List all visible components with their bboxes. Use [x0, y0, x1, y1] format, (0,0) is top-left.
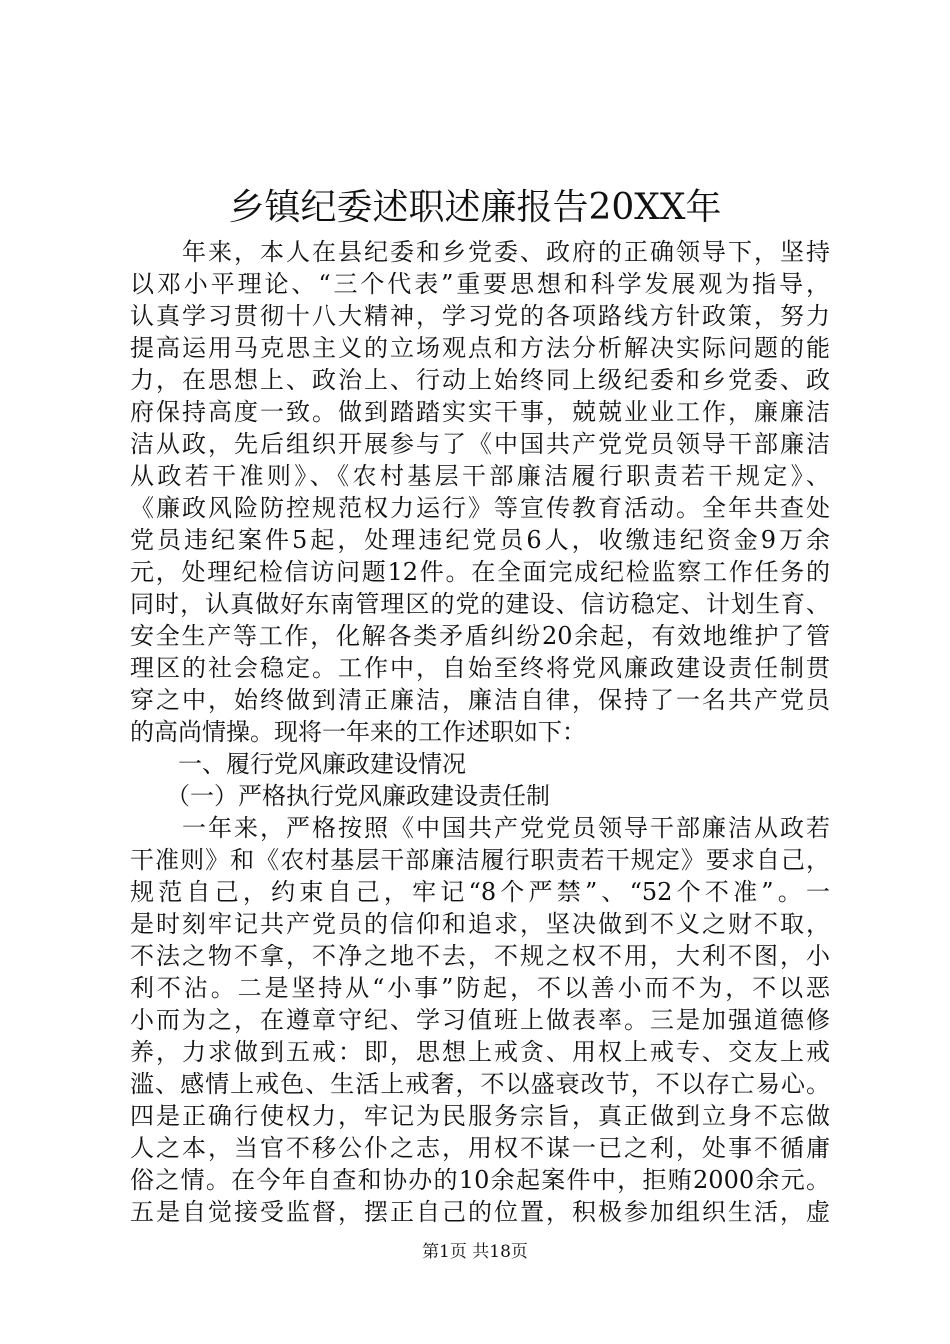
body-line: 的高尚情操。现将一年来的工作述职如下： — [130, 718, 586, 746]
body-line: 滥、感情上戒色、生活上戒奢，不以盛衰改节，不以存亡易心。 — [130, 1070, 830, 1098]
body-line: 从政若干准则》、《农村基层干部廉洁履行职责若干规定》、 — [130, 462, 830, 490]
body-line: 规范自己，约束自己，牢记“8个严禁”、“52个不准”。一 — [130, 878, 830, 906]
body-line: 五是自觉接受监督，摆正自己的位置，积极参加组织生活，虚 — [130, 1198, 830, 1226]
body-line: 穿之中，始终做到清正廉洁，廉洁自律，保持了一名共产党员 — [130, 686, 830, 714]
page-footer: 第1页 共18页 — [422, 1242, 528, 1262]
body-line: 利不沾。二是坚持从“小事”防起，不以善小而不为，不以恶 — [130, 974, 830, 1002]
body-line: 小而为之，在遵章守纪、学习值班上做表率。三是加强道德修 — [130, 1006, 830, 1034]
body-line: 府保持高度一致。做到踏踏实实干事，兢兢业业工作，廉廉洁 — [130, 398, 830, 426]
subsection-heading: （一）严格执行党风廉政建设责任制 — [130, 782, 550, 810]
document-body — [130, 236, 830, 1228]
body-line: 同时，认真做好东南管理区的党的建设、信访稳定、计划生育、 — [130, 590, 830, 618]
body-line: 四是正确行使权力，牢记为民服务宗旨，真正做到立身不忘做 — [130, 1102, 830, 1130]
body-line: 养，力求做到五戒：即，思想上戒贪、用权上戒专、交友上戒 — [130, 1038, 830, 1066]
body-line: 理区的社会稳定。工作中，自始至终将党风廉政建设责任制贯 — [130, 654, 830, 682]
body-line: 党员违纪案件5起，处理违纪党员6人，收缴违纪资金9万余 — [130, 526, 830, 554]
body-line: 一年来，严格按照《中国共产党党员领导干部廉洁从政若 — [130, 814, 830, 842]
body-line: 元，处理纪检信访问题12件。在全面完成纪检监察工作任务的 — [130, 558, 830, 586]
body-line: 是时刻牢记共产党员的信仰和追求，坚决做到不义之财不取， — [130, 910, 830, 938]
document-title: 乡镇纪委述职述廉报告20XX年 — [228, 187, 722, 228]
body-line: 提高运用马克思主义的立场观点和方法分析解决实际问题的能 — [130, 334, 830, 362]
body-line: 《廉政风险防控规范权力运行》等宣传教育活动。全年共查处 — [130, 494, 830, 522]
body-line: 安全生产等工作，化解各类矛盾纠纷20余起，有效地维护了管 — [130, 622, 830, 650]
body-line: 年来，本人在县纪委和乡党委、政府的正确领导下，坚持 — [130, 238, 830, 266]
body-line: 洁从政，先后组织开展参与了《中国共产党党员领导干部廉洁 — [130, 430, 830, 458]
body-line: 俗之情。在今年自查和协办的10余起案件中，拒贿2000余元。 — [130, 1166, 830, 1194]
body-line: 以邓小平理论、“三个代表”重要思想和科学发展观为指导， — [130, 270, 830, 298]
body-line: 不法之物不拿，不净之地不去，不规之权不用，大利不图，小 — [130, 942, 830, 970]
body-line: 力，在思想上、政治上、行动上始终同上级纪委和乡党委、政 — [130, 366, 830, 394]
body-line: 干准则》和《农村基层干部廉洁履行职责若干规定》要求自己， — [130, 846, 830, 874]
body-line: 人之本，当官不移公仆之志，用权不谋一已之利，处事不循庸 — [130, 1134, 830, 1162]
body-line: 认真学习贯彻十八大精神，学习党的各项路线方针政策，努力 — [130, 302, 830, 330]
section-heading: 一、履行党风廉政建设情况 — [130, 750, 466, 778]
